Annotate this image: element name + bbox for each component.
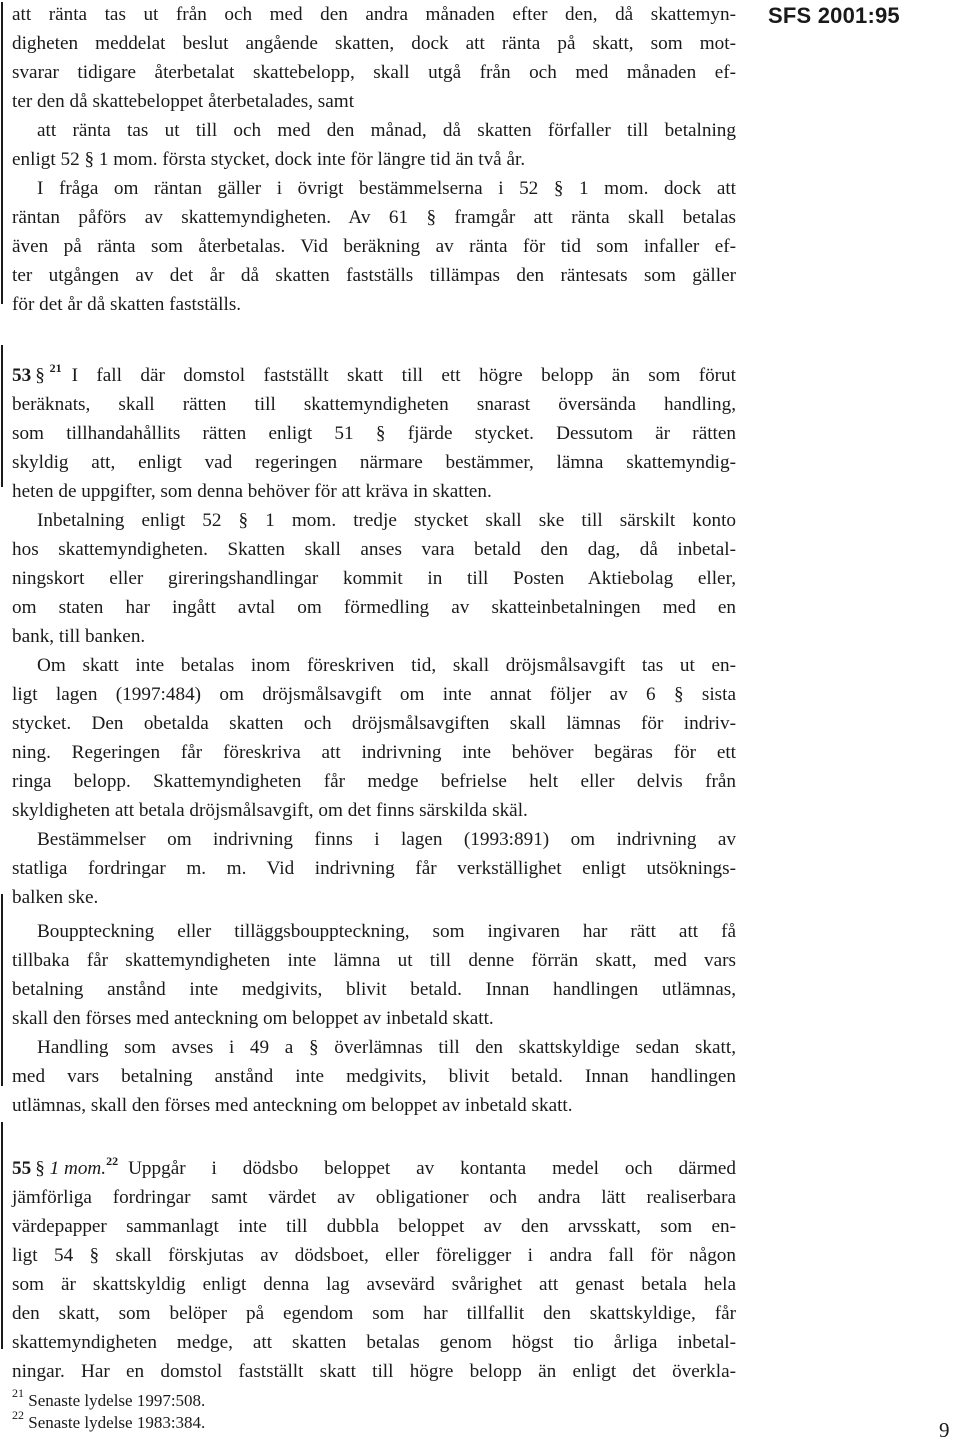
text-line: ligt 54 § skall förskjutas av dödsboet, eller föreligger i andra fall för någon: [12, 1245, 736, 1266]
text-line: digheten meddelat beslut angående skatten, dock att ränta på skatt, som mot-: [12, 33, 736, 54]
text-line: skyldig att, enligt vad regeringen närmare bestämmer, lämna skattemyndig-: [12, 452, 736, 473]
text-line: Handling som avses i 49 a § överlämnas till den skattskyldige sedan skatt,: [37, 1037, 736, 1058]
text-line: räntan påförs av skattemyndigheten. Av 61 § framgår att ränta skall betalas: [12, 207, 736, 228]
footnote: [12, 1408, 206, 1434]
text-line: heten de uppgifter, som denna behöver för att kräva in skatten.: [12, 481, 492, 502]
text-line: ter utgången av det år då skatten fastställs tillämpas den räntesats som gäller: [12, 265, 736, 286]
section-number: 53 § $^{21}$: [12, 361, 62, 386]
footnote-ref: 21: [49, 361, 62, 375]
text-line: bank, till banken.: [12, 626, 146, 647]
text-line: balken ske.: [12, 887, 99, 908]
text-line: ringa belopp. Skattemyndigheten får medge befrielse helt eller delvis från: [12, 771, 736, 792]
section-number: 55 § 1 mom.$^{22}$: [12, 1154, 119, 1179]
footnote-text: Senaste lydelse 1983:384.: [28, 1413, 206, 1432]
text-line: som tillhandahållits rätten enligt 51 § fjärde stycket. Dessutom är rätten: [12, 423, 736, 444]
text-line: även på ränta som återbetalas. Vid beräkning av ränta för tid som infaller ef-: [12, 236, 736, 257]
text-line: stycket. Den obetalda skatten och dröjsmålsavgiften skall lämnas för indriv-: [12, 713, 736, 734]
change-bar: [1, 1122, 3, 1349]
text-line: Inbetalning enligt 52 § 1 mom. tredje stycket skall ske till särskilt konto: [37, 510, 736, 531]
page-number: 9: [939, 1418, 950, 1442]
text-line: ningar. Har en domstol fastställt skatt till högre belopp än enligt det överkla-: [12, 1361, 736, 1382]
text-line: Uppgår i dödsbo beloppet av kontanta medel och därmed: [128, 1158, 736, 1179]
text-line: med vars betalning anstånd inte medgivits, blivit betald. Innan handlingen: [12, 1066, 736, 1087]
text-line: utlämnas, skall den förses med anteckning om beloppet av inbetald skatt.: [12, 1095, 573, 1116]
text-line: att ränta tas ut från och med den andra månaden efter den, då skattemyn-: [12, 4, 736, 25]
text-line: statliga fordringar m. m. Vid indrivning får verkställighet enligt utsöknings-: [12, 858, 736, 879]
text-line: som är skattskyldig enligt denna lag avsevärd svårighet att genast betala hela: [12, 1274, 736, 1295]
text-line: skyldigheten att betala dröjsmålsavgift, om det finns särskilda skäl.: [12, 800, 528, 821]
text-line: enligt 52 § 1 mom. första stycket, dock inte för längre tid än två år.: [12, 149, 526, 170]
section-53-first-line: [12, 361, 736, 390]
text-line: för det år då skatten fastställs.: [12, 294, 242, 315]
document-reference-header: SFS 2001:95: [768, 3, 900, 28]
text-line: beräknats, skall rätten till skattemyndigheten snarast översända handling,: [12, 394, 736, 415]
text-line: ningskort eller gireringshandlingar kommit in till Posten Aktiebolag eller,: [12, 568, 736, 589]
footnote-ref: 22: [106, 1154, 119, 1168]
section-55-first-line: [12, 1154, 736, 1183]
text-line: betalning anstånd inte medgivits, blivit betald. Innan handlingen utlämnas,: [12, 979, 736, 1000]
text-line: ter den då skattebeloppet återbetalades, samt: [12, 91, 355, 112]
change-bar: [1, 2, 3, 304]
text-line: skattemyndigheten medge, att skatten betalas genom högst tio årliga inbetal-: [12, 1332, 736, 1353]
text-line: ning. Regeringen får föreskriva att indrivning inte behöver begäras för ett: [12, 742, 736, 763]
text-line: Bouppteckning eller tilläggsbouppteckning, som ingivaren har rätt att få: [37, 921, 736, 942]
footnote: [12, 1386, 206, 1412]
text-line: ligt lagen (1997:484) om dröjsmålsavgift om inte annat följer av 6 § sista: [12, 684, 736, 705]
text-line: I fall där domstol fastställt skatt till ett högre belopp än som förut: [71, 365, 736, 386]
text-line: I fråga om räntan gäller i övrigt bestämmelserna i 52 § 1 mom. dock att: [37, 178, 736, 199]
footnote-number: 22: [12, 1408, 24, 1422]
text-line: skall den förses med anteckning om beloppet av inbetald skatt.: [12, 1008, 494, 1029]
change-bar: [1, 894, 3, 1086]
text-line: tillbaka får skattemyndigheten inte lämna ut till denne förrän skatt, med vars: [12, 950, 736, 971]
footnotes: [12, 1386, 206, 1434]
text-line: värdepapper sammanlagt inte till dubbla beloppet av den arvsskatt, som en-: [12, 1216, 736, 1237]
text-line: Bestämmelser om indrivning finns i lagen (1993:891) om indrivning av: [37, 829, 736, 850]
text-line: att ränta tas ut till och med den månad, då skatten förfaller till betalning: [37, 120, 736, 141]
text-line: Om skatt inte betalas inom föreskriven tid, skall dröjsmålsavgift tas ut en-: [37, 655, 736, 676]
text-line: hos skattemyndigheten. Skatten skall anses vara betald den dag, då inbetal-: [12, 539, 736, 560]
text-line: om staten har ingått avtal om förmedling av skatteinbetalningen med en: [12, 597, 736, 618]
text-line: den skatt, som belöper på egendom som har tillfallit den skattskyldige, får: [12, 1303, 736, 1324]
footnote-number: 21: [12, 1386, 24, 1400]
change-bar: [1, 345, 3, 487]
text-line: svarar tidigare återbetalat skattebelopp, skall utgå från och med månaden ef-: [12, 62, 736, 83]
document-body: [12, 0, 736, 1386]
footnote-text: Senaste lydelse 1997:508.: [28, 1391, 206, 1410]
text-line: jämförliga fordringar samt värdet av obligationer och andra lätt realiserbara: [12, 1187, 736, 1208]
